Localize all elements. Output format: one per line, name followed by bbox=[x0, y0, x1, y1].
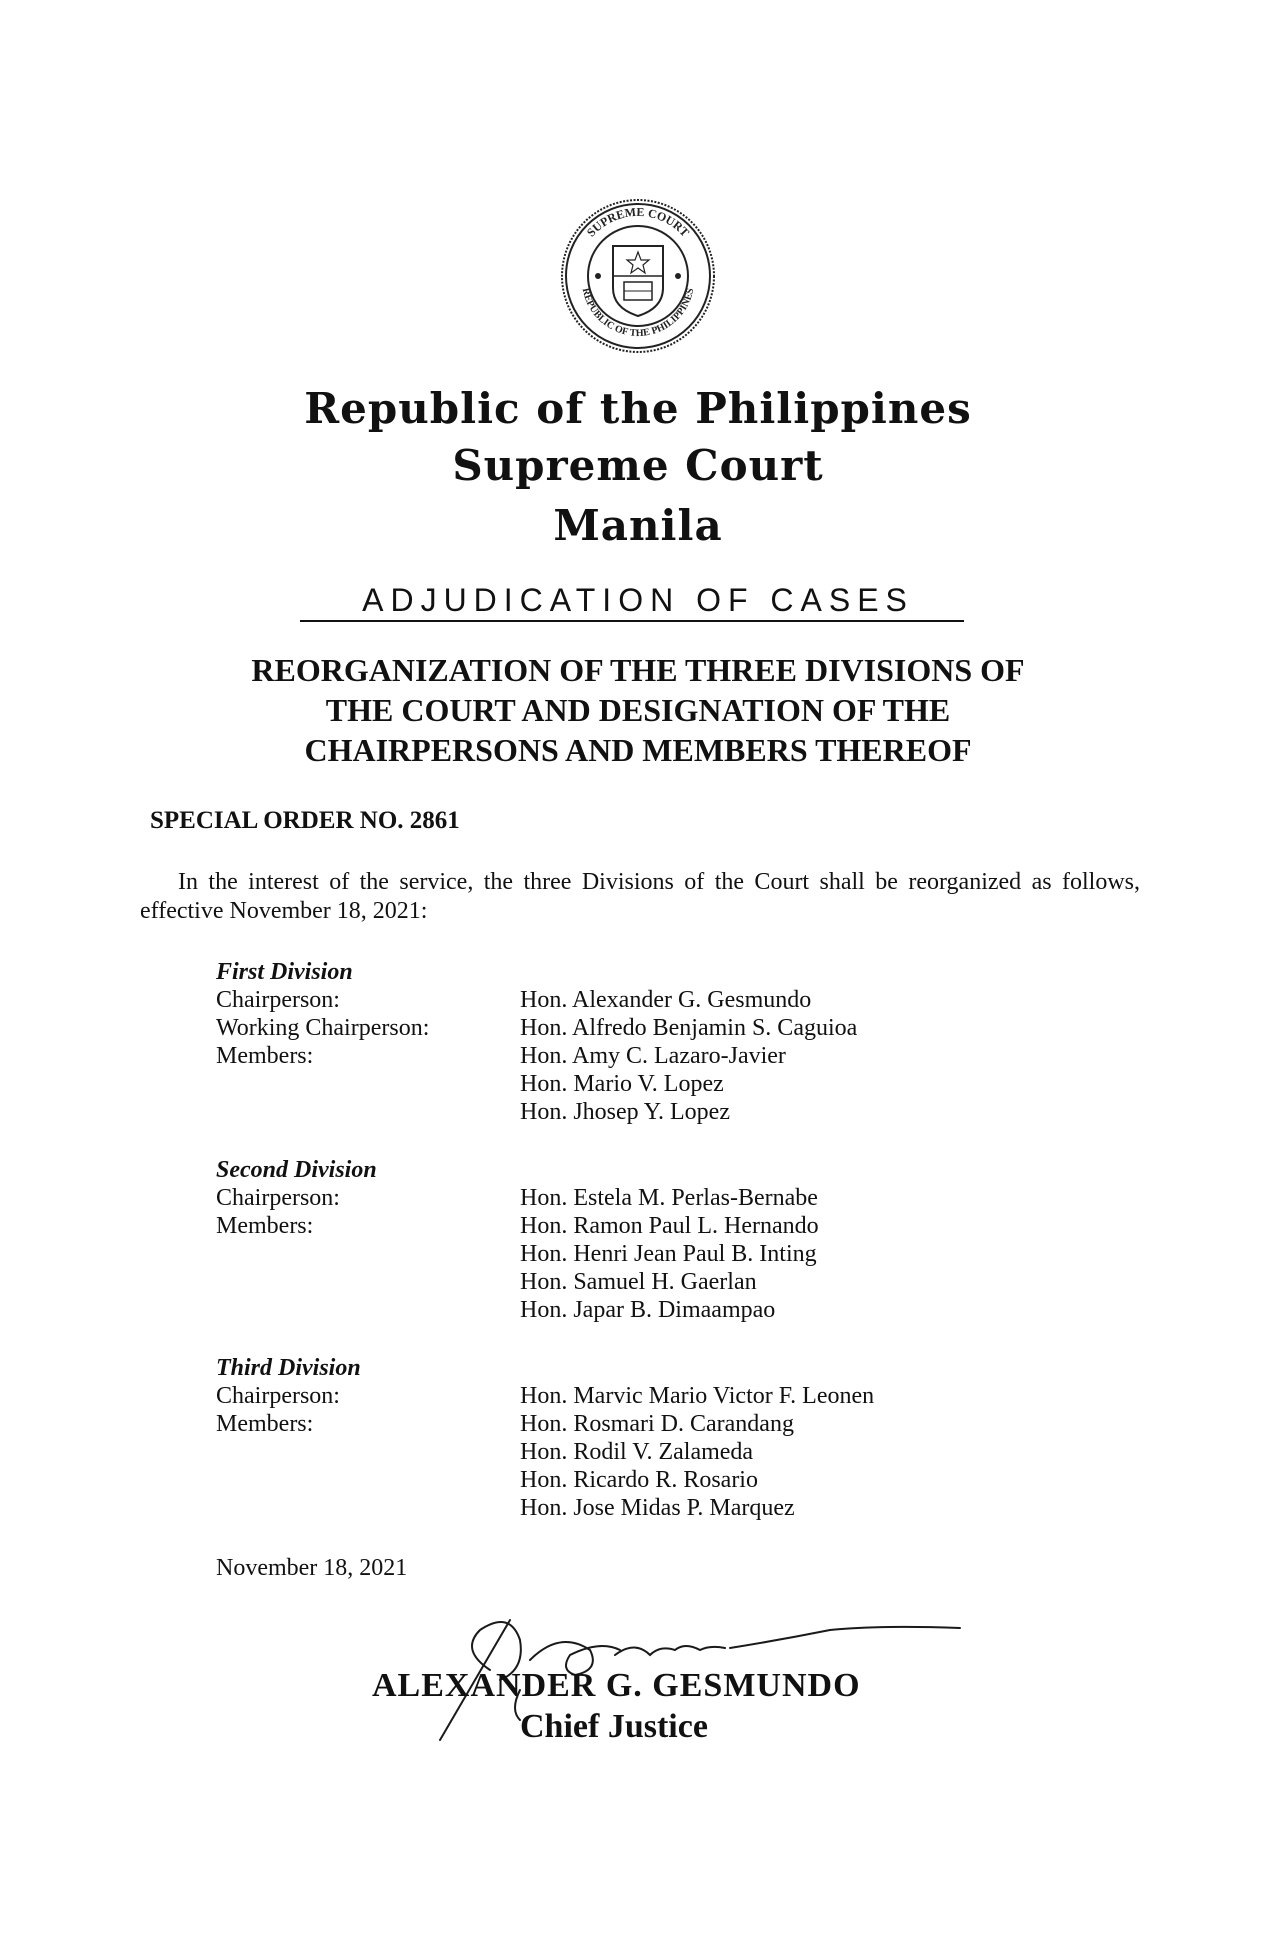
role-label: Members: bbox=[216, 1213, 314, 1239]
order-date: November 18, 2021 bbox=[216, 1555, 408, 1581]
member-name: Hon. Marvic Mario Victor F. Leonen bbox=[520, 1383, 875, 1409]
seal-text-top: SUPREME COURT bbox=[583, 204, 693, 240]
title-line: THE COURT AND DESIGNATION OF THE bbox=[325, 692, 951, 728]
member-name: Hon. Rosmari D. Carandang bbox=[520, 1411, 794, 1437]
member-name: Hon. Rodil V. Zalameda bbox=[520, 1439, 754, 1465]
section-heading: ADJUDICATION OF CASES bbox=[362, 582, 914, 618]
member-name: Hon. Amy C. Lazaro-Javier bbox=[520, 1043, 786, 1069]
intro-paragraph: In the interest of the service, the three Divisions of the Court shall be reorganized as follows, effective November 18, 2021: bbox=[140, 869, 1140, 924]
special-order-number: SPECIAL ORDER NO. 2861 bbox=[150, 807, 460, 834]
member-name: Hon. Mario V. Lopez bbox=[520, 1071, 724, 1097]
role-label: Members: bbox=[216, 1411, 314, 1437]
division-title: Second Division bbox=[216, 1157, 377, 1183]
member-name: Hon. Ricardo R. Rosario bbox=[520, 1467, 758, 1493]
member-name: Hon. Alexander G. Gesmundo bbox=[520, 987, 812, 1013]
section-heading-underline bbox=[300, 620, 964, 622]
division-title: First Division bbox=[216, 959, 353, 985]
member-name: Hon. Henri Jean Paul B. Inting bbox=[520, 1241, 817, 1267]
division-title: Third Division bbox=[216, 1355, 361, 1381]
header-republic: Republic of the Philippines bbox=[304, 384, 972, 433]
title-line: CHAIRPERSONS AND MEMBERS THEREOF bbox=[304, 732, 972, 768]
member-name: Hon. Jhosep Y. Lopez bbox=[520, 1099, 730, 1125]
member-name: Hon. Alfredo Benjamin S. Caguioa bbox=[520, 1015, 858, 1041]
member-name: Hon. Japar B. Dimaampao bbox=[520, 1297, 776, 1323]
signatory-title: Chief Justice bbox=[520, 1708, 708, 1745]
member-name: Hon. Jose Midas P. Marquez bbox=[520, 1495, 795, 1521]
role-label: Chairperson: bbox=[216, 987, 340, 1013]
role-label: Chairperson: bbox=[216, 1383, 340, 1409]
role-label: Working Chairperson: bbox=[216, 1015, 430, 1041]
role-label: Members: bbox=[216, 1043, 314, 1069]
document-title bbox=[170, 650, 1106, 770]
seal-text-bottom: REPUBLIC OF THE PHILIPPINES bbox=[579, 287, 697, 340]
header-supreme-court: Supreme Court bbox=[452, 441, 824, 490]
member-name: Hon. Estela M. Perlas-Bernabe bbox=[520, 1185, 818, 1211]
member-name: Hon. Ramon Paul L. Hernando bbox=[520, 1213, 819, 1239]
role-label: Chairperson: bbox=[216, 1185, 340, 1211]
supreme-court-seal bbox=[558, 196, 718, 356]
svg-text:REPUBLIC OF THE PHILIPPINES bbox=[580, 287, 697, 339]
header-manila: Manila bbox=[553, 501, 723, 550]
member-name: Hon. Samuel H. Gaerlan bbox=[520, 1269, 757, 1295]
signatory-name: ALEXANDER G. GESMUNDO bbox=[372, 1667, 861, 1704]
title-line: REORGANIZATION OF THE THREE DIVISIONS OF bbox=[251, 652, 1025, 688]
